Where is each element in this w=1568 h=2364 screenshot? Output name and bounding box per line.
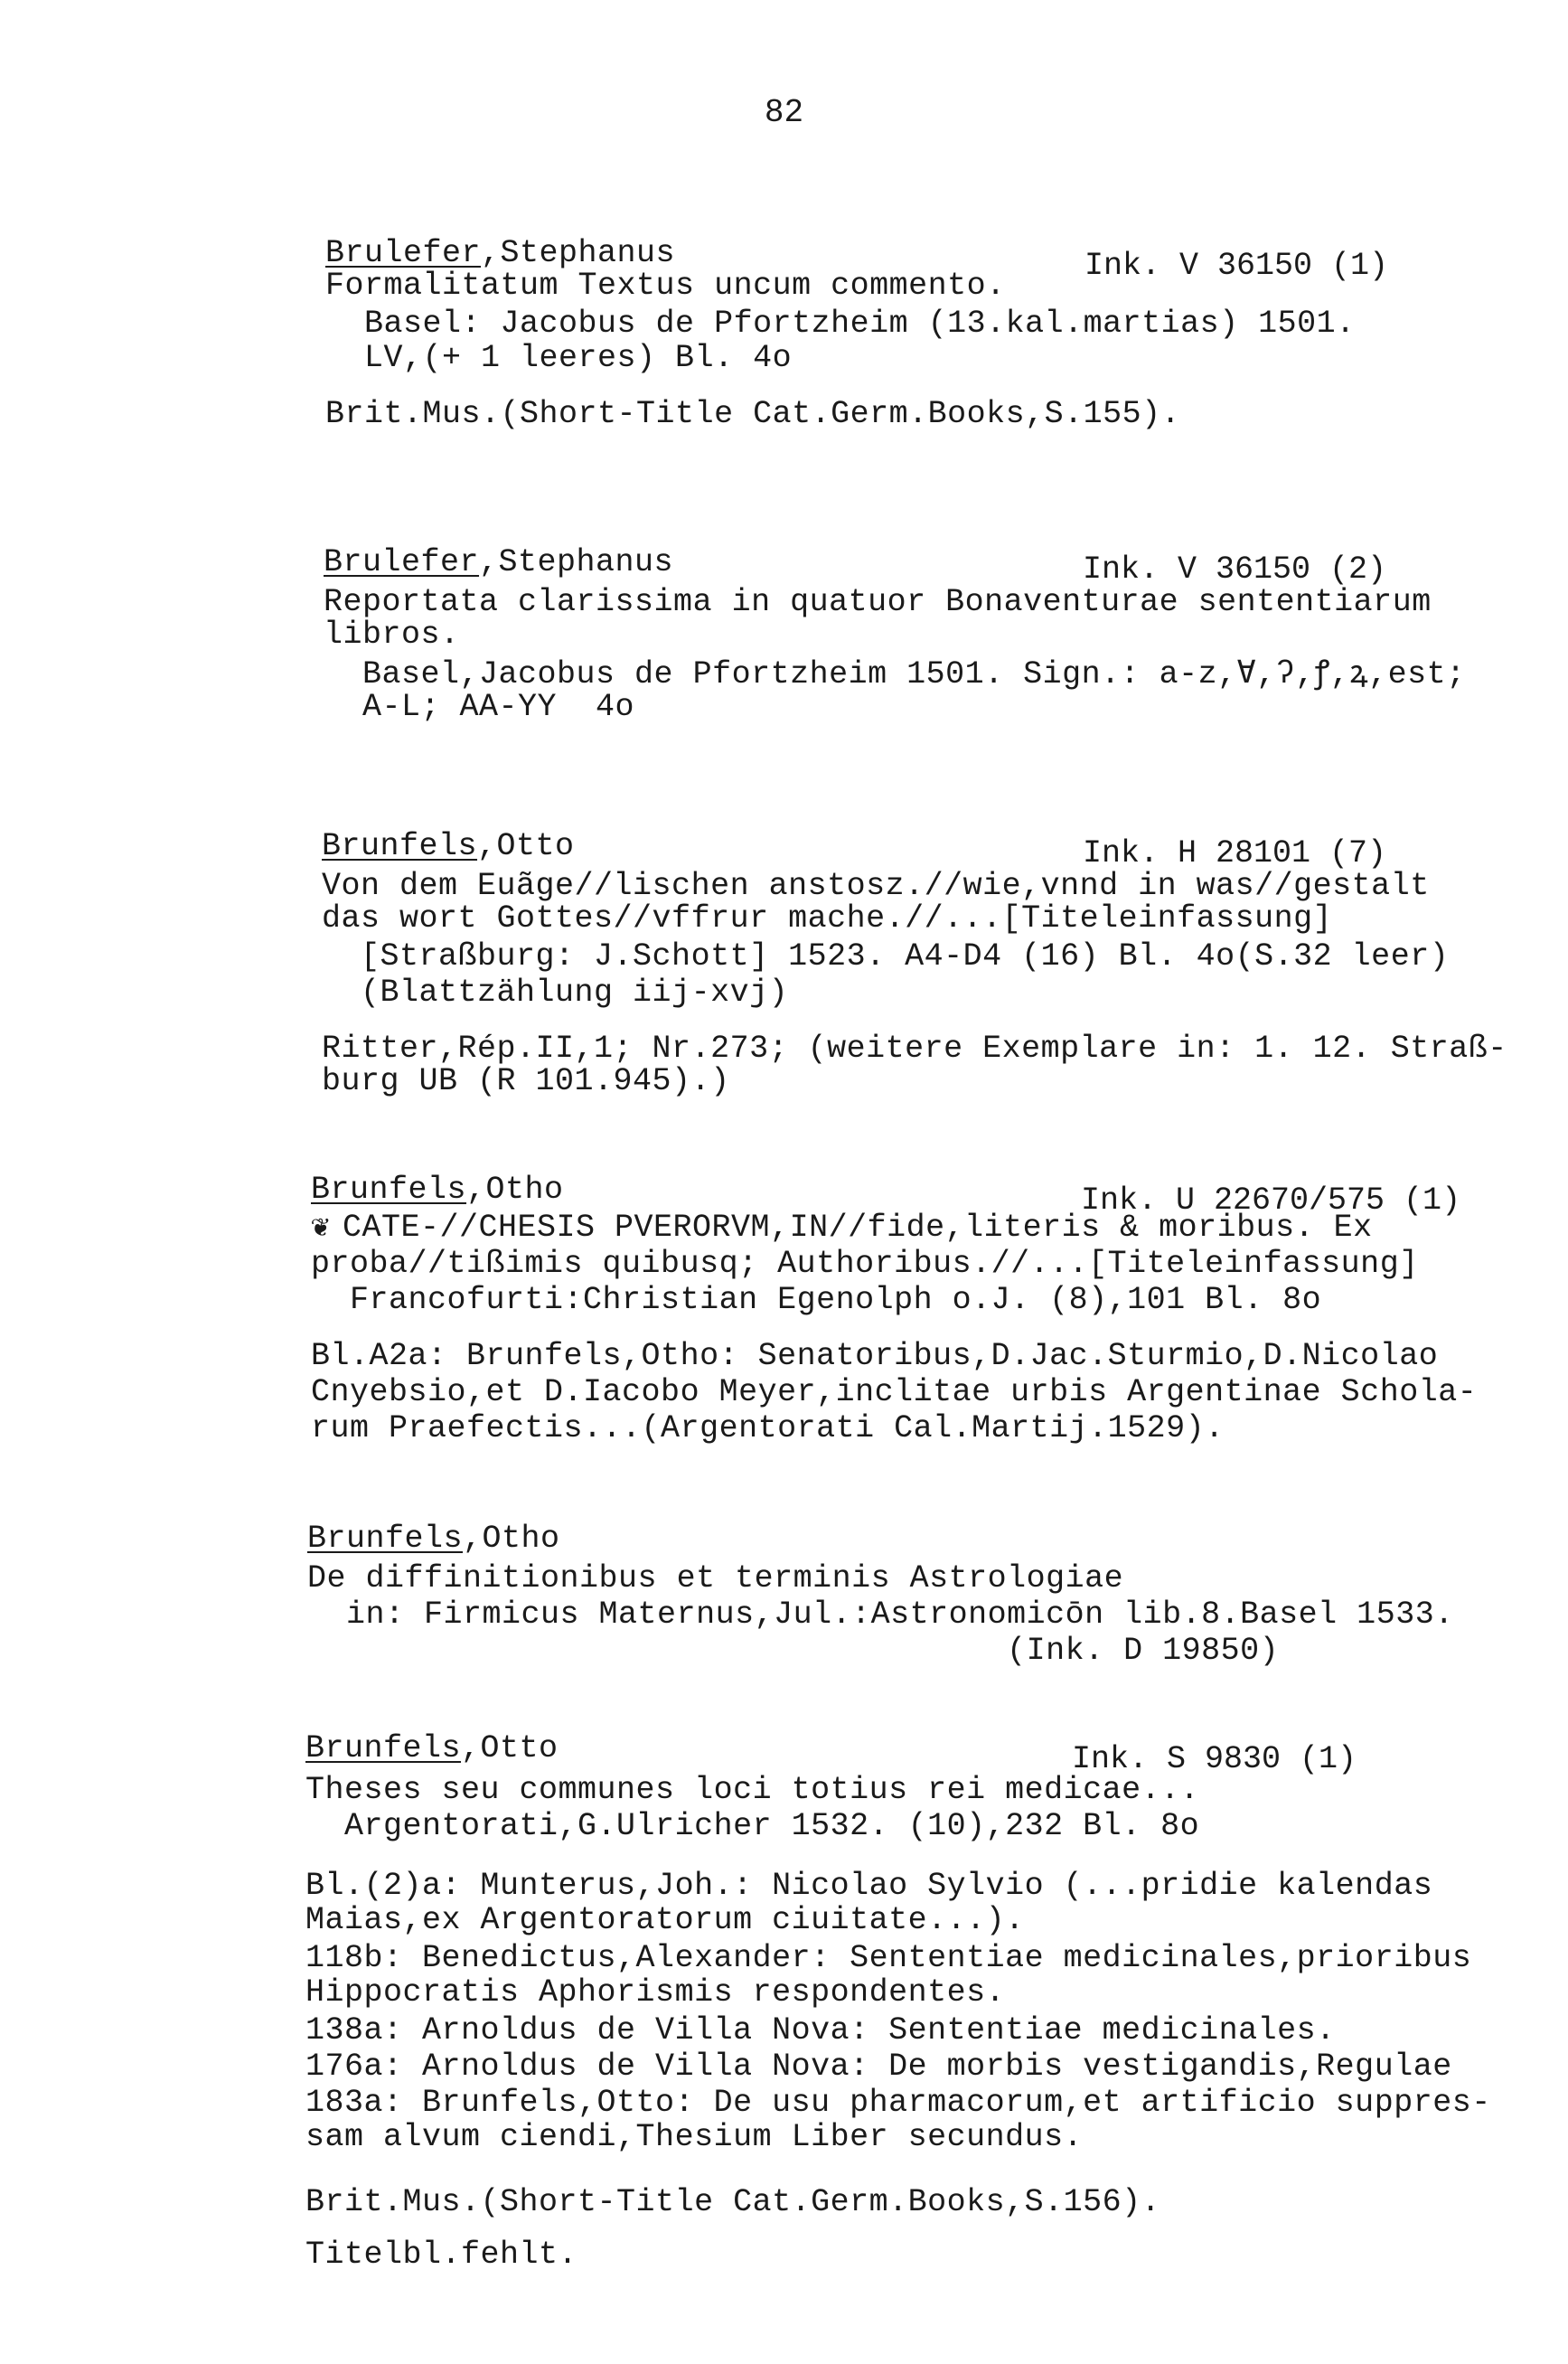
entry-heading (311, 1173, 564, 1206)
entry-line: burg UB (R 101.945).) (322, 1063, 730, 1099)
page-number: 82 (764, 94, 804, 131)
entry-line: 183a: Brunfels,Otto: De usu pharmacorum,et artificio suppres- (305, 2085, 1491, 2121)
entry-line: sam alvum ciendi,Thesium Liber secundus. (305, 2119, 1084, 2155)
entry-heading (307, 1522, 560, 1555)
entry-line: Argentorati,G.Ulricher 1532. (10),232 Bl. 8o (305, 1808, 1200, 1844)
entry-line: [Straßburg: J.Schott] 1523. A4-D4 (16) Bl. 4o(S.32 leer) (322, 938, 1450, 975)
entry-line: Ritter,Rép.II,1; Nr.273; (weitere Exemplare in: 1. 12. Straß- (322, 1031, 1507, 1067)
shelfmark: Ink. S 9830 (1) (1072, 1741, 1357, 1777)
entry-line: in: Firmicus Maternus,Jul.:Astronomicōn lib.8.Basel 1533. (307, 1596, 1454, 1633)
author-forename: ,Stephanus (481, 235, 676, 271)
entry-line: Cnyebsio,et D.Iacobo Meyer,inclitae urbis Argentinae Schola- (311, 1374, 1478, 1410)
author-surname: Brulefer (325, 235, 482, 271)
author-forename: ,Otho (463, 1521, 560, 1557)
author-surname: Brulefer (324, 544, 480, 580)
entry-line: Titelbl.fehlt. (305, 2237, 578, 2273)
entry-line: Bl.A2a: Brunfels,Otho: Senatoribus,D.Jac.Sturmio,D.Nicolao (311, 1338, 1439, 1374)
author-forename: ,Otto (461, 1730, 559, 1766)
entry-line: Von dem Euãge//lischen anstosz.//wie,vnnd in was//gestalt (322, 868, 1430, 904)
author-surname: Brunfels (305, 1730, 462, 1766)
entry-line: proba//tißimis quibusq; Authoribus.//...[Titeleinfassung] (311, 1246, 1419, 1282)
entry-line: Maias,ex Argentoratorum ciuitate...). (305, 1902, 1025, 1938)
author-forename: ,Otto (477, 828, 575, 864)
entry-line: Francofurti:Christian Egenolph o.J. (8),101 Bl. 8o (311, 1282, 1322, 1318)
entry-heading (305, 1732, 559, 1765)
author-surname: Brunfels (322, 828, 478, 864)
entry-line: A-L; AA-YY 4o (324, 689, 635, 725)
printer-mark-icon: ❦ (311, 1211, 330, 1246)
entry-line: Bl.(2)a: Munterus,Joh.: Nicolao Sylvio (...pridie kalendas (305, 1868, 1433, 1904)
entry-line: 176a: Arnoldus de Villa Nova: De morbis vestigandis,Regulae (305, 2048, 1452, 2085)
entry-line: das wort Gottes//vffrur mache.//...[Titeleinfassung] (322, 900, 1333, 937)
entry-line: Reportata clarissima in quatuor Bonaventurae sententiarum (324, 584, 1432, 620)
entry-line: Basel,Jacobus de Pfortzheim 1501. Sign.: a-z,Ɐ,ʔ,ꝭ,ꝝ,est; (324, 656, 1466, 692)
shelfmark: Ink. U 22670/575 (1) (1081, 1182, 1461, 1219)
entry-heading (324, 546, 673, 579)
entry-line: 118b: Benedictus,Alexander: Sententiae medicinales,prioribus (305, 1940, 1472, 1976)
author-forename: ,Stephanus (479, 544, 674, 580)
entry-line: Basel: Jacobus de Pfortzheim (13.kal.martias) 1501. (325, 306, 1356, 342)
entry-line: 138a: Arnoldus de Villa Nova: Sententiae medicinales. (305, 2012, 1336, 2048)
entry-line: ❦ CATE-//CHESIS PVERORVM,IN//fide,literis & moribus. Ex (311, 1210, 1373, 1246)
entry-heading (325, 237, 675, 269)
entry-line: rum Praefectis...(Argentorati Cal.Martij.1529). (311, 1410, 1225, 1446)
entry-line: Brit.Mus.(Short-Title Cat.Germ.Books,S.156). (305, 2184, 1161, 2220)
entry-line: Brit.Mus.(Short-Title Cat.Germ.Books,S.155). (325, 396, 1181, 432)
entry-line: Theses seu communes loci totius rei medicae... (305, 1772, 1200, 1808)
entry-line: De diffinitionibus et terminis Astrologiae (307, 1560, 1124, 1596)
entry-line: (Blattzählung iij-xvj) (322, 975, 789, 1011)
entry-line: Hippocratis Aphorismis respondentes. (305, 1974, 1006, 2011)
entry-line: LV,(+ 1 leeres) Bl. 4o (325, 340, 793, 376)
entry-line: libros. (324, 617, 460, 653)
entry-line: Formalitatum Textus uncum commento. (325, 268, 1006, 304)
entry-heading (322, 830, 575, 862)
author-surname: Brunfels (307, 1521, 464, 1557)
author-surname: Brunfels (311, 1172, 467, 1208)
author-forename: ,Otho (466, 1172, 564, 1208)
shelfmark: Ink. V 36150 (2) (1083, 551, 1387, 588)
entry-line: (Ink. D 19850) (307, 1633, 1280, 1669)
shelfmark: Ink. V 36150 (1) (1084, 248, 1389, 284)
shelfmark: Ink. H 28101 (7) (1083, 835, 1387, 871)
